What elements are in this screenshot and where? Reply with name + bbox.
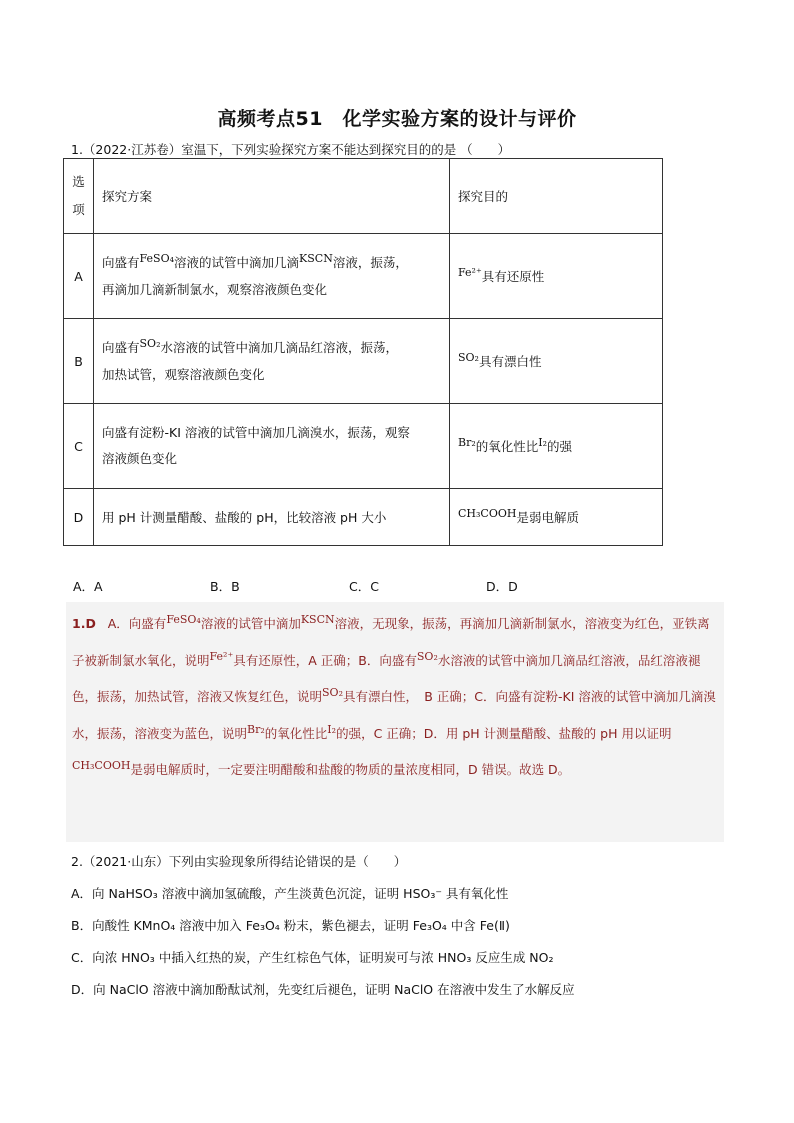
row-option: D	[64, 489, 94, 546]
choice-b: B．B	[210, 579, 240, 594]
row-plan: 向盛有淀粉-KI 溶液的试管中滴加几滴溴水，振荡，观察 溶液颜色变化	[94, 404, 450, 489]
row-option: A	[64, 234, 94, 319]
question-2-option-c: C．向浓 HNO₃ 中插入红热的炭，产生红棕色气体，证明炭可与浓 HNO₃ 反应生成 NO₂	[71, 950, 554, 965]
row-goal: Fe²⁺具有还原性	[450, 234, 663, 319]
header-goal: 探究目的	[450, 159, 663, 234]
table-row	[64, 404, 663, 489]
row-plan: 向盛有FeSO₄溶液的试管中滴加几滴KSCN溶液，振荡， 再滴加几滴新制氯水，观察溶液颜色变化	[94, 234, 450, 319]
choice-a: A．A	[73, 579, 103, 594]
answer-label: 1.D	[72, 616, 96, 631]
question-2-option-b: B．向酸性 KMnO₄ 溶液中加入 Fe₃O₄ 粉末，紫色褪去，证明 Fe₃O₄ 中含 Fe(Ⅱ)	[71, 918, 510, 933]
header-plan: 探究方案	[94, 159, 450, 234]
question-1-stem: 1.（2022·江苏卷）室温下，下列实验探究方案不能达到探究目的的是 （ ）	[71, 142, 511, 157]
choice-c: C．C	[349, 579, 379, 594]
answer-explanation: 1.D A．向盛有FeSO₄溶液的试管中滴加KSCN溶液，无现象，振荡，再滴加几滴新制氯水，溶液变为红色，亚铁离子被新制氯水氧化，说明Fe²⁺具有还原性，A 正确；B．向盛有SO₂水溶液的试管中滴加几滴品红溶液，品红溶液褪色，振荡，加热试管，溶液又恢复红色，说明SO₂具有漂白性， B 正确；C．向盛有淀粉-KI 溶液的试管中滴加几滴溴水，振荡，溶液变为蓝色，说明Br₂的氧化性比I₂的强，C 正确；D．用 pH 计测量醋酸、盐酸的 pH 用以证明CH₃COOH是弱电解质时，一定要注明醋酸和盐酸的物质的量浓度相同，D 错误。故选 D。	[66, 602, 724, 842]
row-option: C	[64, 404, 94, 489]
table-row	[64, 319, 663, 404]
table-row	[64, 489, 663, 546]
table-header-row	[64, 159, 663, 234]
question-2-stem: 2.（2021·山东）下列由实验现象所得结论错误的是（ ）	[71, 854, 407, 869]
question-2-option-a: A．向 NaHSO₃ 溶液中滴加氢硫酸，产生淡黄色沉淀，证明 HSO₃⁻ 具有氧化性	[71, 886, 509, 901]
row-goal: SO₂具有漂白性	[450, 319, 663, 404]
question-2-option-d: D．向 NaClO 溶液中滴加酚酞试剂，先变红后褪色，证明 NaClO 在溶液中发生了水解反应	[71, 982, 575, 997]
experiment-table	[63, 158, 663, 546]
row-plan: 用 pH 计测量醋酸、盐酸的 pH，比较溶液 pH 大小	[94, 489, 450, 546]
row-plan: 向盛有SO₂水溶液的试管中滴加几滴品红溶液，振荡， 加热试管，观察溶液颜色变化	[94, 319, 450, 404]
row-option: B	[64, 319, 94, 404]
row-goal: CH₃COOH是弱电解质	[450, 489, 663, 546]
header-option: 选项	[64, 159, 94, 234]
page-title: 高频考点51 化学实验方案的设计与评价	[217, 108, 577, 130]
table-row	[64, 234, 663, 319]
choice-d: D．D	[486, 579, 518, 594]
row-goal: Br₂的氧化性比I₂的强	[450, 404, 663, 489]
